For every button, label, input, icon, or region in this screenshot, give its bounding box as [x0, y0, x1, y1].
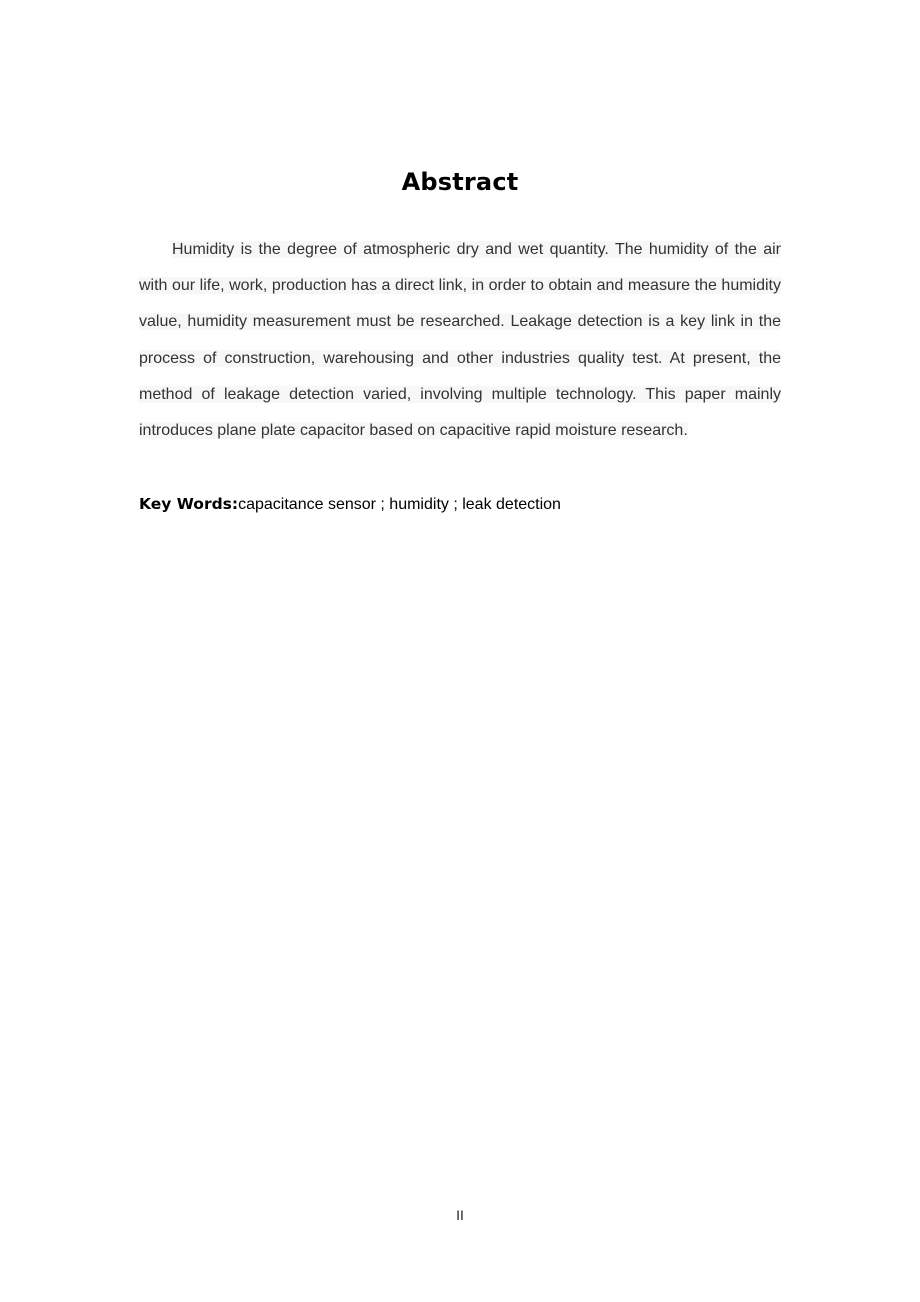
- page-number: II: [456, 1207, 464, 1223]
- keywords-label: Key Words:: [139, 495, 239, 513]
- abstract-title: Abstract: [401, 168, 519, 196]
- abstract-text: Humidity is the degree of atmospheric dry and wet quantity. The humidity of the air with our life, work, production has a direct link, in order to obtain and measure the humidity value, humidity measurement must be researched. Leakage detection is a key link in the process of construction, warehousing and other industries quality test. At present, the method of leakage detection varied, involving multiple technology. This paper mainly introduces plane plate capacitor based on capacitive rapid moisture research.: [139, 241, 781, 440]
- keywords-text: capacitance sensor ; humidity ; leak detection: [238, 496, 561, 513]
- abstract-body: [139, 232, 781, 449]
- keywords-line: [139, 492, 781, 517]
